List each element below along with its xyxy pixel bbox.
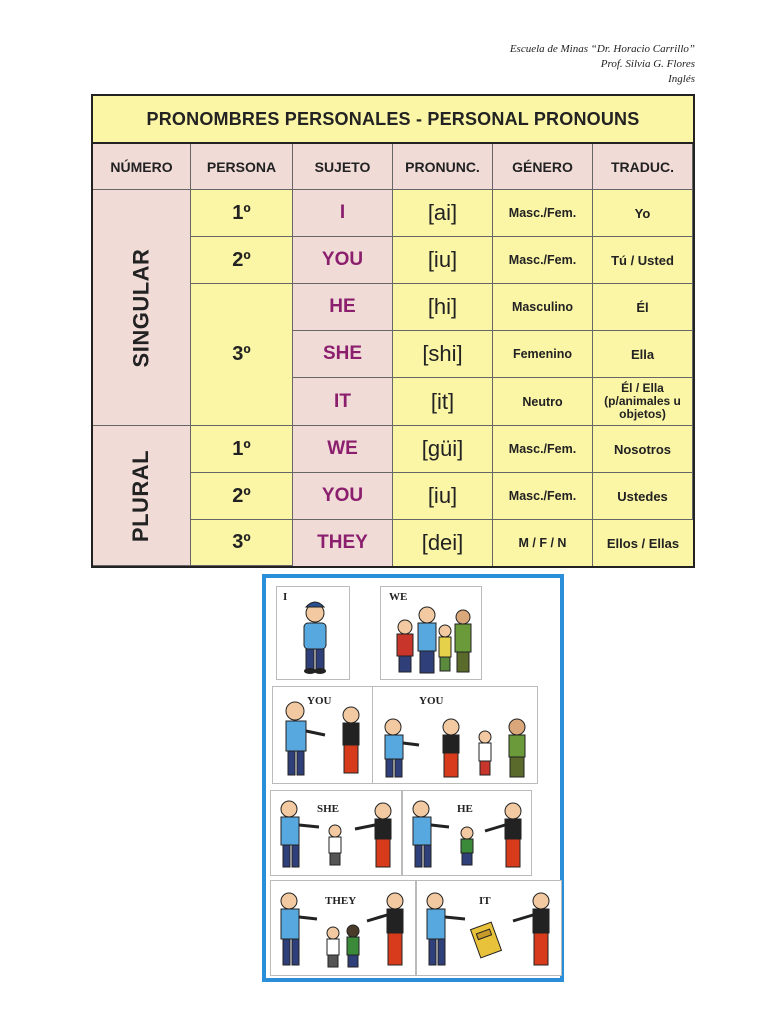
col-pronunc: PRONUNC. — [393, 144, 493, 190]
translation-cell: Él / Ella (p/animales u objetos) — [593, 378, 693, 426]
subject-cell: HE — [293, 284, 393, 331]
subject-cell: I — [293, 190, 393, 237]
panel-you-plural: YOU — [372, 686, 538, 784]
panel-i: I — [276, 586, 350, 680]
pronunciation-cell: [dei] — [393, 520, 493, 566]
panel-we: WE — [380, 586, 482, 680]
subject-cell: WE — [293, 426, 393, 473]
group-figures — [271, 881, 415, 975]
two-figures — [273, 687, 373, 783]
three-figures — [271, 791, 401, 875]
subject-cell: THEY — [293, 520, 393, 566]
table-title: PRONOMBRES PERSONALES - PERSONAL PRONOUNS — [93, 96, 693, 144]
group-figures — [373, 687, 537, 783]
pronunciation-cell: [it] — [393, 378, 493, 426]
subject-cell: IT — [293, 378, 393, 426]
col-persona: PERSONA — [191, 144, 293, 190]
translation-cell: Ella — [593, 331, 693, 378]
translation-cell: Yo — [593, 190, 693, 237]
pronunciation-cell: [hi] — [393, 284, 493, 331]
person-figure — [277, 587, 349, 679]
translation-cell: Ellos / Ellas — [593, 520, 693, 566]
group-plural: PLURAL — [93, 426, 191, 566]
school-name: Escuela de Minas “Dr. Horacio Carrillo” — [509, 43, 695, 55]
subject-cell: YOU — [293, 237, 393, 284]
pronunciation-cell: [shi] — [393, 331, 493, 378]
gender-cell: M / F / N — [493, 520, 593, 566]
col-numero: NÚMERO — [93, 144, 191, 190]
translation-cell: Él — [593, 284, 693, 331]
pronunciation-cell: [iu] — [393, 237, 493, 284]
panel-you-singular: YOU — [272, 686, 374, 784]
persona-cell: 1º — [191, 190, 293, 237]
pronoun-illustration — [262, 574, 564, 982]
panel-he: HE — [402, 790, 532, 876]
translation-cell: Tú / Usted — [593, 237, 693, 284]
three-figures — [403, 791, 531, 875]
page-header — [510, 42, 695, 87]
gender-cell: Neutro — [493, 378, 593, 426]
group-singular: SINGULAR — [93, 190, 191, 426]
persona-cell: 3º — [191, 284, 293, 426]
group-figures — [381, 587, 481, 679]
persona-cell: 1º — [191, 426, 293, 473]
panel-she: SHE — [270, 790, 402, 876]
pronouns-table — [91, 94, 695, 568]
panel-it: IT — [416, 880, 562, 976]
col-sujeto: SUJETO — [293, 144, 393, 190]
subject-cell: SHE — [293, 331, 393, 378]
gender-cell: Masc./Fem. — [493, 190, 593, 237]
panel-they: THEY — [270, 880, 416, 976]
pronunciation-cell: [ai] — [393, 190, 493, 237]
gender-cell: Masc./Fem. — [493, 426, 593, 473]
translation-cell: Nosotros — [593, 426, 693, 473]
translation-cell: Ustedes — [593, 473, 693, 520]
gender-cell: Masculino — [493, 284, 593, 331]
gender-cell: Femenino — [493, 331, 593, 378]
teacher-name: Prof. Silvia G. Flores — [600, 58, 695, 70]
col-traduc: TRADUC. — [593, 144, 693, 190]
persona-cell: 2º — [191, 473, 293, 520]
pronunciation-cell: [güi] — [393, 426, 493, 473]
subject-name: Inglés — [668, 73, 695, 85]
gender-cell: Masc./Fem. — [493, 237, 593, 284]
gender-cell: Masc./Fem. — [493, 473, 593, 520]
pronunciation-cell: [iu] — [393, 473, 493, 520]
subject-cell: YOU — [293, 473, 393, 520]
col-genero: GÉNERO — [493, 144, 593, 190]
persona-cell: 3º — [191, 520, 293, 566]
two-figures-and-book — [417, 881, 561, 975]
persona-cell: 2º — [191, 237, 293, 284]
